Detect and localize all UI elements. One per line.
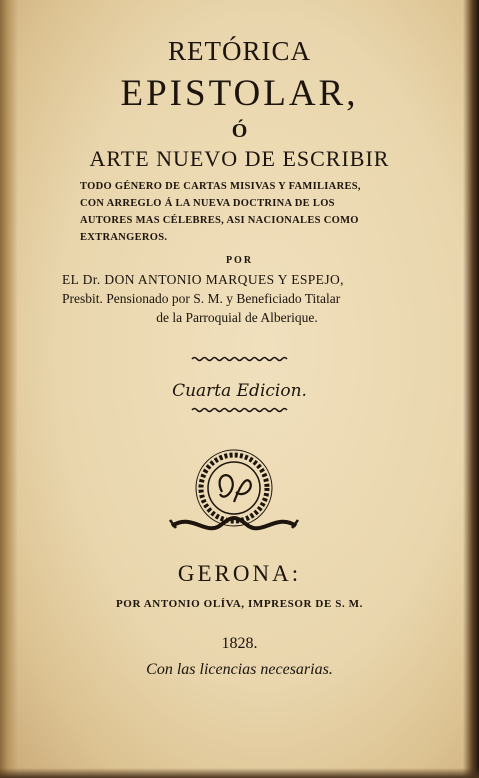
ornamental-rule-bottom bbox=[190, 406, 290, 414]
subtitle-line: AUTORES MAS CÉLEBRES, ASI NACIONALES COMO bbox=[80, 215, 359, 226]
author-parish: de la Parroquial de Alberique. bbox=[156, 310, 318, 325]
edition-label: Cuarta Edicion. bbox=[172, 381, 307, 401]
author-name: EL Dr. DON ANTONIO MARQUES Y ESPEJO, bbox=[62, 272, 344, 287]
place-of-publication: GERONA: bbox=[177, 561, 302, 586]
wreath-monogram-emblem bbox=[162, 446, 306, 546]
subtitle-line: TODO GÉNERO DE CARTAS MISIVAS Y FAMILIARES, bbox=[80, 181, 361, 192]
title-line-1: RETÓRICA bbox=[168, 36, 311, 66]
subtitle-line: CON ARREGLO Á LA NUEVA DOCTRINA DE LOS bbox=[80, 198, 335, 209]
ornamental-rule-top bbox=[190, 355, 290, 363]
author-title: Presbit. Pensionado por S. M. y Beneficiado Titalar bbox=[62, 291, 341, 306]
title-conjunction: Ó bbox=[231, 120, 248, 142]
licenses-note: Con las licencias necesarias. bbox=[146, 661, 333, 678]
subtitle-block bbox=[80, 178, 402, 246]
author-block bbox=[62, 270, 412, 327]
printer-line: POR ANTONIO OLÍVA, IMPRESOR DE S. M. bbox=[115, 598, 364, 610]
title-line-2: EPISTOLAR, bbox=[120, 73, 359, 114]
subtitle-line: EXTRANGEROS. bbox=[80, 232, 168, 243]
by-label: POR bbox=[225, 255, 254, 266]
title-line-3: ARTE NUEVO DE ESCRIBIR bbox=[89, 146, 390, 171]
publication-year: 1828. bbox=[221, 635, 258, 652]
page-bottom-shadow bbox=[0, 768, 479, 778]
